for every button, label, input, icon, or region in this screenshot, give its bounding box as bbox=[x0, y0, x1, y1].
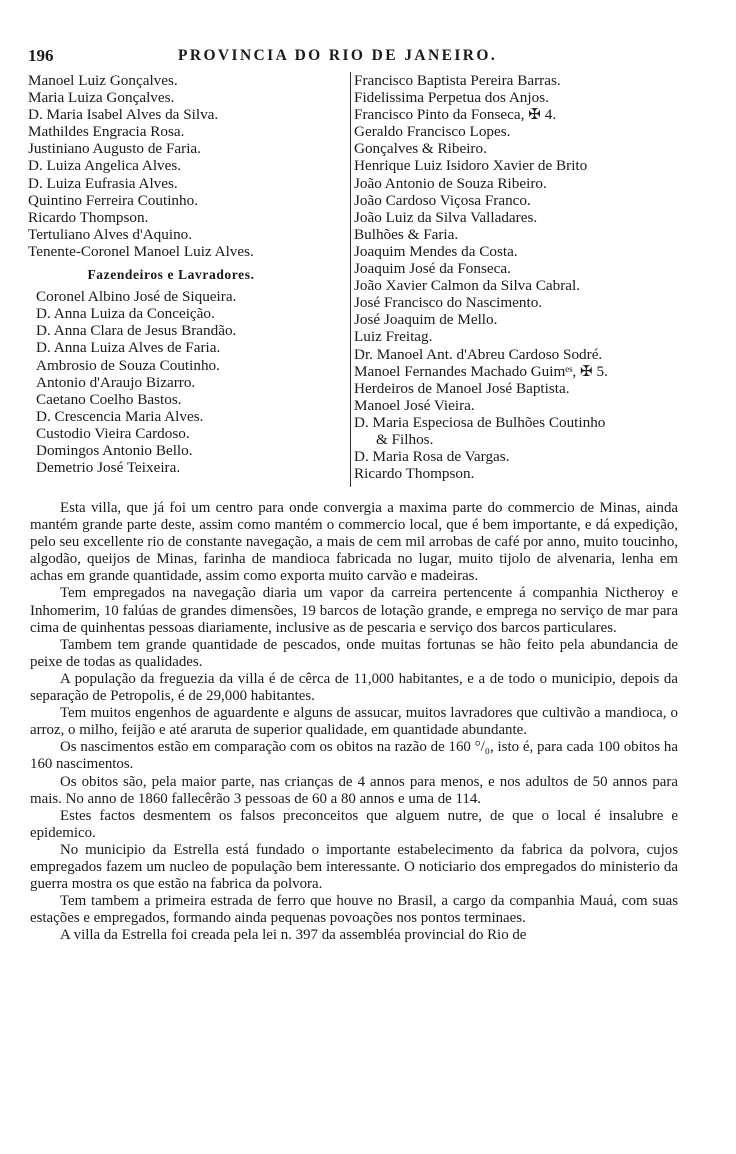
list-item: D. Crescencia Maria Alves. bbox=[36, 407, 204, 425]
list-item: Caetano Coelho Bastos. bbox=[36, 390, 182, 408]
paragraph: Tambem tem grande quantidade de pescados, onde muitas fortunas se hão feito pela abundancia de peixe de todas as qualidades. bbox=[30, 636, 678, 670]
list-item: D. Anna Luiza Alves de Faria. bbox=[36, 339, 221, 357]
paragraph: Estes factos desmentem os falsos preconceitos que alguem nutre, de que o local é insalubre e epidemico. bbox=[30, 807, 678, 841]
list-item-continuation: & Filhos. bbox=[376, 430, 434, 448]
list-item: Demetrio José Teixeira. bbox=[36, 459, 181, 477]
list-item: Luiz Freitag. bbox=[354, 328, 433, 346]
paragraph: Esta villa, que já foi um centro para onde convergia a maxima parte do commercio de Minas, ainda mantém grande parte deste, assim como mantém o commercio local, que é bem importante, e dá expedição, pelo seu excellente rio de constante navegação, a mais de cem mil arrobas de café por anno, muito toucinho, algodão, queijos de Minas, farinha de mandioca fabricada no lugar, muito tijolo de alvenaria, lenha em achas em grande quantidade, assim como exporta muito carvão e madeiras. bbox=[30, 500, 678, 585]
paragraph: A villa da Estrella foi creada pela lei n. 397 da assembléa provincial do Rio de bbox=[60, 927, 527, 944]
list-item: Custodio Vieira Cardoso. bbox=[36, 424, 190, 442]
list-item: Coronel Albino José de Siqueira. bbox=[36, 288, 237, 306]
list-item: Geraldo Francisco Lopes. bbox=[354, 123, 511, 141]
page-header bbox=[28, 46, 708, 68]
paragraph: No municipio da Estrella está fundado o importante estabelecimento da fabrica da polvora, cujos empregados fazem um nucleo de população bem interessante. O noticiario dos empregados do ministerio da guerra mostra os que estão na fabrica da polvora. bbox=[30, 841, 678, 893]
running-title: PROVINCIA DO RIO DE JANEIRO. bbox=[178, 47, 498, 64]
list-item: D. Anna Clara de Jesus Brandão. bbox=[36, 322, 237, 340]
list-item: Tenente-Coronel Manoel Luiz Alves. bbox=[28, 242, 254, 260]
list-item: Justiniano Augusto de Faria. bbox=[28, 140, 201, 158]
list-item: D. Maria Especiosa de Bulhões Coutinho bbox=[354, 413, 606, 431]
list-item: Manoel José Vieira. bbox=[354, 396, 475, 414]
list-item: D. Maria Rosa de Vargas. bbox=[354, 448, 510, 466]
list-item: Ricardo Thompson. bbox=[354, 465, 475, 483]
paragraph: Tem empregados na navegação diaria um vapor da carreira pertencente á companhia Nictheroy e Inhomerim, 10 falúas de grandes dimensões, 19 barcos de lotação grande, e emprega no serviço de mar para cima de quinhentas pessoas diariamente, inclusive as de pescaria e serviço dos barcos particulares. bbox=[30, 585, 678, 636]
body-text bbox=[30, 500, 678, 944]
list-item: Gonçalves & Ribeiro. bbox=[354, 140, 487, 158]
list-item: Maria Luiza Gonçalves. bbox=[28, 89, 175, 107]
list-item: João Cardoso Viçosa Franco. bbox=[354, 191, 531, 209]
paragraph: Tem muitos engenhos de aguardente e alguns de assucar, muitos lavradores que cultivão a mandioca, o arroz, o milho, feijão e até araruta de superior qualidade, em quantidade abundante. bbox=[30, 705, 678, 739]
list-item: João Xavier Calmon da Silva Cabral. bbox=[354, 277, 581, 295]
paragraph: Os obitos são, pela maior parte, nas crianças de 4 annos para menos, e nos adultos de 50 annos para mais. No anno de 1860 fallecêrão 3 pessoas de 60 a 80 annos e uma de 114. bbox=[30, 773, 678, 807]
list-item: Manoel Luiz Gonçalves. bbox=[28, 72, 178, 89]
list-item: Herdeiros de Manoel José Baptista. bbox=[354, 379, 570, 397]
list-item: Dr. Manoel Ant. d'Abreu Cardoso Sodré. bbox=[354, 345, 603, 363]
list-item: Henrique Luiz Isidoro Xavier de Brito bbox=[354, 157, 588, 175]
list-item: Joaquim José da Fonseca. bbox=[354, 260, 511, 278]
list-item: Ricardo Thompson. bbox=[28, 208, 149, 226]
list-item: Joaquim Mendes da Costa. bbox=[354, 242, 518, 260]
paragraph: Os nascimentos estão em comparação com os obitos na razão de 160 °/₀, isto é, para cada 100 obitos ha 160 nascimentos. bbox=[30, 739, 678, 773]
list-item: D. Luiza Angelica Alves. bbox=[28, 157, 182, 175]
list-item: Domingos Antonio Bello. bbox=[36, 441, 193, 459]
list-item: Mathildes Engracia Rosa. bbox=[28, 123, 185, 141]
list-item: João Antonio de Souza Ribeiro. bbox=[354, 174, 547, 192]
list-item: Bulhões & Faria. bbox=[354, 225, 459, 243]
list-item: Francisco Baptista Pereira Barras. bbox=[354, 72, 561, 89]
list-item: Fidelissima Perpetua dos Anjos. bbox=[354, 89, 549, 107]
page-number: 196 bbox=[28, 46, 54, 65]
list-item: João Luiz da Silva Valladares. bbox=[354, 208, 538, 226]
list-item: Tertuliano Alves d'Aquino. bbox=[28, 225, 193, 243]
section-heading: Fazendeiros e Lavradores. bbox=[87, 267, 255, 283]
list-item: José Joaquim de Mello. bbox=[354, 311, 498, 329]
list-item: Antonio d'Araujo Bizarro. bbox=[36, 373, 196, 391]
list-item: Ambrosio de Souza Coutinho. bbox=[36, 356, 220, 374]
list-item: Quintino Ferreira Coutinho. bbox=[28, 191, 198, 209]
list-item: D. Anna Luiza da Conceição. bbox=[36, 305, 215, 323]
list-item: Manoel Fernandes Machado Guimᵉˢ, ✠ 5. bbox=[354, 362, 608, 380]
left-column bbox=[28, 72, 344, 476]
paragraph: Tem tambem a primeira estrada de ferro que houve no Brasil, a cargo da companhia Mauá, com suas estações e empregados, formando ainda pequenas povoações nos pontos terminaes. bbox=[30, 893, 678, 927]
name-list-top bbox=[28, 72, 344, 260]
right-column bbox=[350, 72, 684, 487]
list-item: Francisco Pinto da Fonseca, ✠ 4. bbox=[354, 106, 557, 124]
name-list-bottom bbox=[28, 288, 344, 476]
list-item: José Francisco do Nascimento. bbox=[354, 294, 543, 312]
paragraph: A população da freguezia da villa é de cêrca de 11,000 habitantes, e a de todo o municipio, depois da separação de Petropolis, é de 29,000 habitantes. bbox=[30, 670, 678, 705]
list-item: D. Luiza Eufrasia Alves. bbox=[28, 174, 178, 192]
list-item: D. Maria Isabel Alves da Silva. bbox=[28, 106, 219, 124]
